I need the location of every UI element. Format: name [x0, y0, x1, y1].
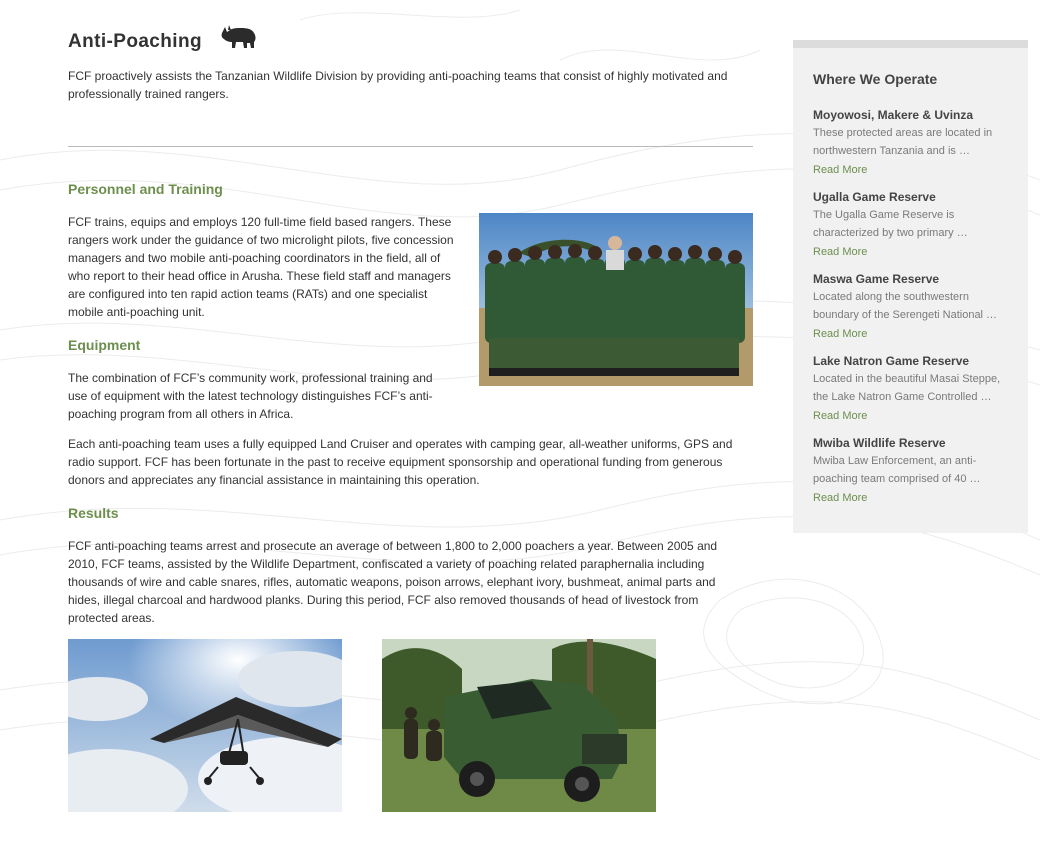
intro-paragraph: FCF proactively assists the Tanzanian Wildlife Division by providing anti-poaching teams that consist of highly motivated and professionally trained rangers. [68, 69, 728, 101]
sidebar-item-desc [813, 206, 1013, 242]
sidebar-item-title: Moyowosi, Makere & Uvinza [813, 108, 974, 122]
sidebar-item-moyowosi [813, 107, 1013, 179]
results-paragraph: FCF anti-poaching teams arrest and prosecute an average of between 1,800 to 2,000 poachers a year. Between 2005 and 2010, FCF teams, assisted by the Wildlife Department, confiscated a variety of poaching related paraphernalia including thousands of wire and cable snares, rifles, automatic weapons, poison arrows, elephant ivory, bushmeat, animal parts and hides, illegal charcoal and hardwood planks. During this period, FCF also removed thousands of head of livestock from protected areas. [68, 539, 718, 625]
sidebar-item-desc-line: characterized by two primary … [813, 227, 968, 239]
sidebar-item-title: Maswa Game Reserve [813, 272, 940, 286]
sidebar-item-desc-line: Mwiba Law Enforcement, an anti- [813, 455, 977, 467]
sidebar-item-mwiba [813, 435, 1013, 507]
section-heading-equipment: Equipment [68, 337, 141, 353]
sidebar-title: Where We Operate [813, 71, 938, 87]
rangers-photo [479, 213, 753, 386]
sidebar-item-desc-line: These protected areas are located in [813, 127, 993, 139]
sidebar-item-desc [813, 124, 1013, 160]
sidebar-item-maswa [813, 271, 1013, 343]
read-more-link[interactable]: Read More [813, 410, 868, 422]
personnel-paragraph: FCF trains, equips and employs 120 full-time field based rangers. These rangers work under the guidance of two microlight pilots, five concession managers and two mobile anti-poaching coordinators in the field, all of who report to their head office in Arusha. These field staff and managers are configured into ten rapid action teams (RATs) and one specialist mobile anti-poaching unit. [68, 215, 454, 319]
land-cruiser-photo [382, 639, 656, 812]
sidebar-item-desc-line: boundary of the Serengeti National … [813, 309, 998, 321]
equipment-paragraph-2: Each anti-poaching team uses a fully equipped Land Cruiser and operates with camping gear, all-weather uniforms, GPS and radio support. FCF has been fortunate in the past to receive equipment sponsorship and operational funding from generous donors and appreciates any financial assistance in maintaining this operation. [68, 437, 733, 487]
section-heading-results: Results [68, 505, 119, 521]
sidebar-item-desc-line: Located in the beautiful Masai Steppe, [813, 373, 1001, 385]
sidebar-item-desc-line: The Ugalla Game Reserve is [813, 209, 955, 221]
sidebar-item-title: Ugalla Game Reserve [813, 190, 936, 204]
equipment-paragraph-1: The combination of FCF’s community work, professional training and use of equipment with the latest technology distinguishes FCF’s anti-poaching program from all others in Africa. [68, 371, 433, 421]
sidebar-item-ugalla [813, 189, 1013, 261]
read-more-link[interactable]: Read More [813, 328, 868, 340]
title-row [68, 24, 468, 54]
sidebar-item-desc [813, 288, 1013, 324]
page-title: Anti-Poaching [68, 31, 202, 52]
section-heading-personnel: Personnel and Training [68, 181, 223, 197]
microlight-photo [68, 639, 342, 812]
sidebar-item-desc-line: the Lake Natron Game Controlled … [813, 391, 992, 403]
read-more-link[interactable]: Read More [813, 164, 868, 176]
divider [68, 146, 753, 147]
sidebar-item-desc-line: Located along the southwestern [813, 291, 969, 303]
sidebar-top-bar [793, 40, 1028, 48]
sidebar-item-lake-natron [813, 353, 1013, 425]
read-more-link[interactable]: Read More [813, 246, 868, 258]
sidebar-item-title: Lake Natron Game Reserve [813, 354, 970, 368]
where-we-operate-sidebar [793, 40, 1028, 533]
sidebar-item-desc-line: poaching team comprised of 40 … [813, 473, 981, 485]
rhino-icon [220, 24, 258, 50]
sidebar-item-desc [813, 452, 1013, 488]
sidebar-item-desc [813, 370, 1013, 406]
read-more-link[interactable]: Read More [813, 492, 868, 504]
sidebar-item-desc-line: northwestern Tanzania and is … [813, 145, 970, 157]
sidebar-item-title: Mwiba Wildlife Reserve [813, 436, 946, 450]
